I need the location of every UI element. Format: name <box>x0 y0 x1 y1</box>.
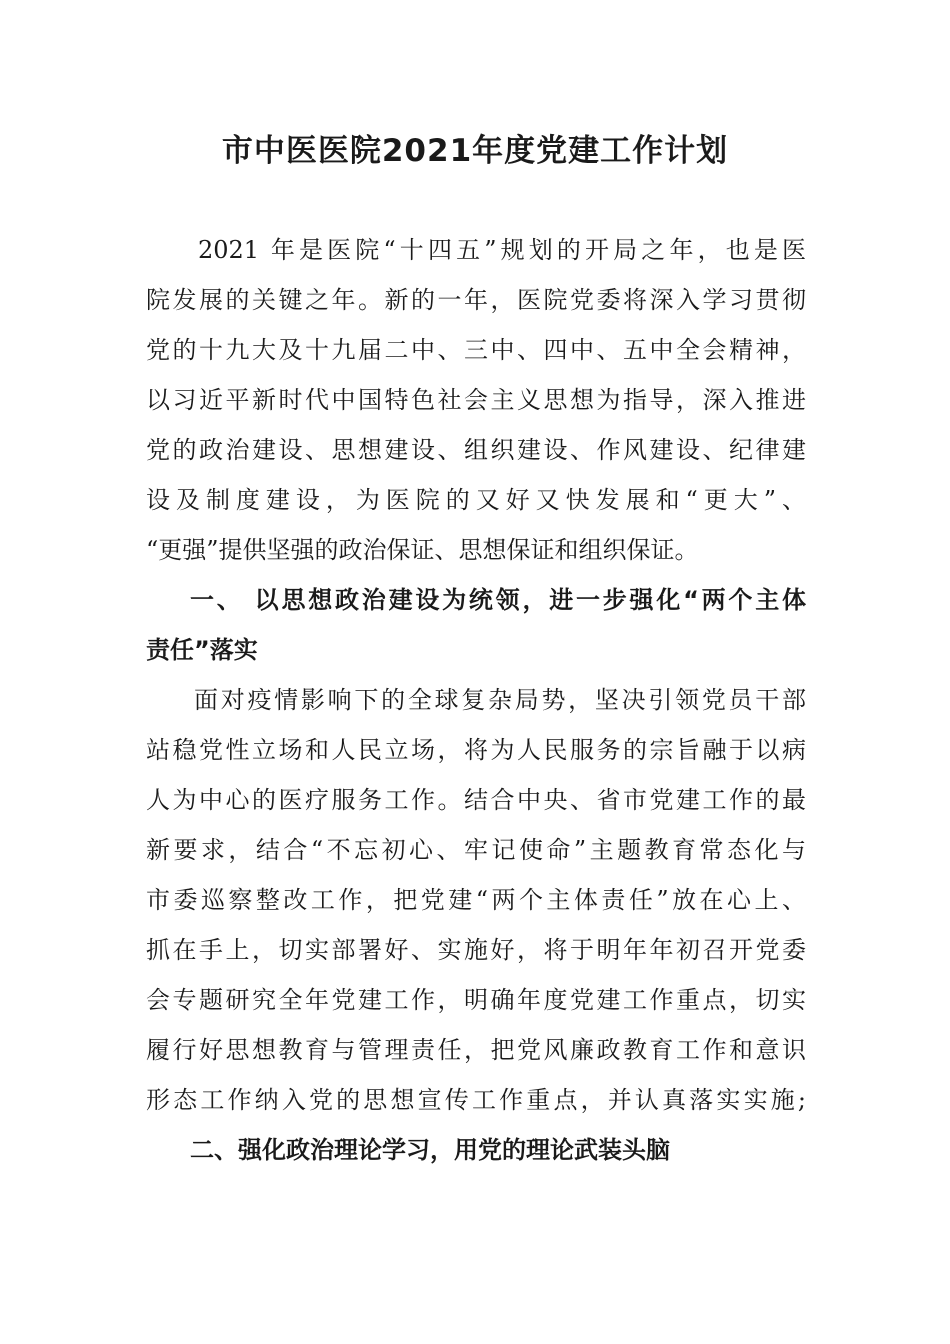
section-heading: 责任”落实 <box>146 636 258 664</box>
body-line: 人为中心的医疗服务工作。结合中央、省市党建工作的最 <box>146 786 806 814</box>
intro-line: 党的政治建设、思想建设、组织建设、作风建设、纪律建 <box>146 436 806 464</box>
body-line: 履行好思想教育与管理责任，把党风廉政教育工作和意识 <box>146 1036 806 1064</box>
intro-line: 以习近平新时代中国特色社会主义思想为指导，深入推进 <box>146 386 806 414</box>
intro-line: 设及制度建设，为医院的又好又快发展和“更大”、 <box>146 486 806 514</box>
body-line: 站稳党性立场和人民立场，将为人民服务的宗旨融于以病 <box>146 736 806 764</box>
body-line: 市委巡察整改工作，把党建“两个主体责任”放在心上、 <box>146 886 806 914</box>
section-heading: 一、 以思想政治建设为统领，进一步强化“两个主体 <box>190 586 806 614</box>
body-line: 新要求，结合“不忘初心、牢记使命”主题教育常态化与 <box>146 836 806 864</box>
intro-line: “更强”提供坚强的政治保证、思想保证和组织保证。 <box>146 536 699 564</box>
body-line: 抓在手上，切实部署好、实施好，将于明年年初召开党委 <box>146 936 806 964</box>
body-line: 形态工作纳入党的思想宣传工作重点，并认真落实实施; <box>146 1086 806 1114</box>
intro-line: 院发展的关键之年。新的一年，医院党委将深入学习贯彻 <box>146 286 806 314</box>
section-heading: 二、强化政治理论学习，用党的理论武装头脑 <box>190 1136 670 1164</box>
intro-line: 2021 年是医院“十四五”规划的开局之年，也是医 <box>198 236 806 264</box>
body-line: 面对疫情影响下的全球复杂局势，坚决引领党员干部 <box>194 686 806 714</box>
intro-line: 党的十九大及十九届二中、三中、四中、五中全会精神， <box>146 336 806 364</box>
document-title: 市中医医院2021年度党建工作计划 <box>221 133 729 169</box>
body-line: 会专题研究全年党建工作，明确年度党建工作重点，切实 <box>146 986 806 1014</box>
